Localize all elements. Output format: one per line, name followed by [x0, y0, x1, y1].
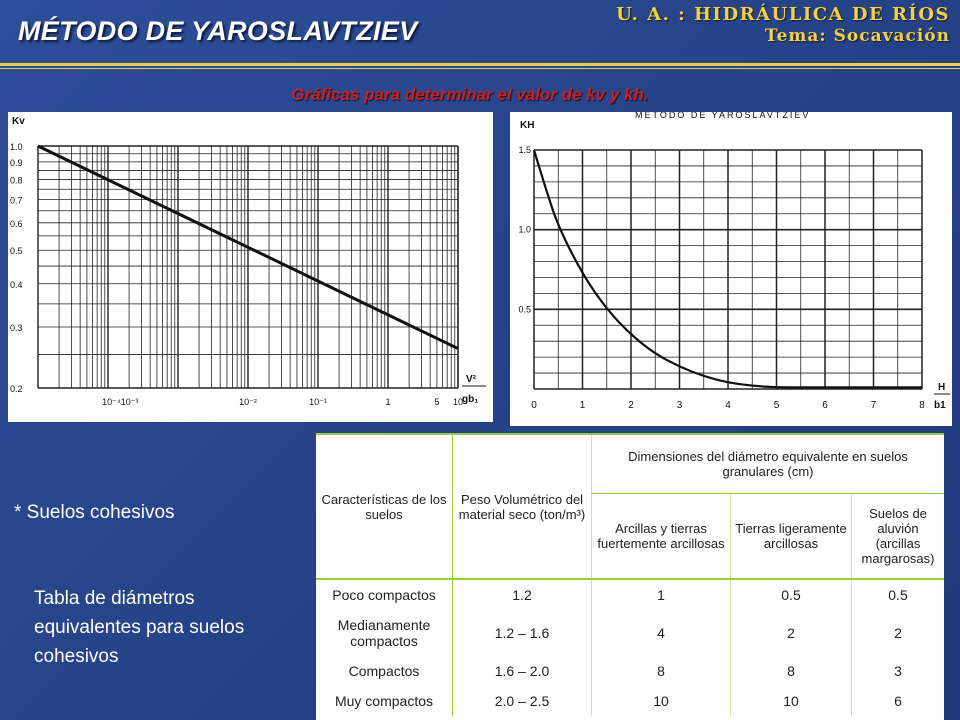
cell-slightly-clayey: 0.5: [731, 579, 852, 610]
cell-slightly-clayey: 8: [731, 656, 852, 686]
kv-x-tick: 10: [452, 397, 464, 407]
table-caption: Tabla de diámetros equivalentes para suelos cohesivos: [34, 588, 245, 667]
header-diameter-group: Dimensiones del diámetro equivalente en suelos granulares (cm): [592, 434, 945, 494]
cell-type: Poco compactos: [316, 579, 453, 610]
kh-x-label-bottom: b1: [934, 400, 946, 411]
kh-chart-panel: [510, 112, 952, 426]
kh-x-tick: 3: [676, 400, 683, 411]
course-name: U. A. : HIDRÁULICA DE RÍOS: [616, 4, 950, 25]
kv-y-tick: 0.6: [10, 218, 23, 229]
diameter-table: [316, 433, 944, 716]
kh-x-tick: 4: [725, 400, 731, 411]
kv-x-label-bottom: gb₁: [462, 394, 479, 405]
kv-x-tick: 10⁻¹: [309, 397, 327, 407]
kv-x-tick: 10⁻⁴10⁻³: [102, 397, 139, 407]
kv-y-tick: 1.0: [10, 142, 23, 152]
kv-x-label-top: V²: [466, 374, 476, 385]
table-row: [316, 656, 944, 686]
kv-y-tick: 0.8: [10, 175, 23, 186]
kh-x-tick: 8: [919, 400, 925, 411]
equivalent-diameter-table: [316, 433, 944, 720]
kh-x-tick: 0: [531, 400, 537, 411]
kv-x-tick: 1: [385, 397, 391, 407]
cell-weight: 1.2 – 1.6: [494, 625, 550, 641]
cell-clays: 10: [592, 686, 731, 716]
header-clays: Arcillas y tierras fuertemente arcillosas: [592, 494, 731, 580]
kh-x-tick: 1: [579, 400, 586, 411]
kh-y-tick: 1.0: [518, 224, 531, 235]
topic-name: Tema: Socavación: [764, 26, 950, 46]
cell-alluvial: 2: [852, 610, 945, 656]
header-characteristics: Características de los suelos: [316, 434, 453, 579]
kh-y-tick: 0.5: [518, 304, 531, 315]
kh-chart: [510, 112, 952, 426]
kv-y-tick: 0.4: [10, 279, 23, 290]
kv-y-tick: 0.9: [10, 157, 23, 168]
cell-weight: 2.0 – 2.5: [494, 693, 550, 709]
cell-clays: 8: [592, 656, 731, 686]
kv-y-tick: 0.5: [10, 246, 23, 257]
cell-type: Medianamente compactos: [316, 610, 453, 656]
cell-clays: 4: [592, 610, 731, 656]
cell-alluvial: 3: [852, 656, 945, 686]
kh-x-tick: 2: [628, 400, 634, 411]
cohesive-soils-note: * Suelos cohesivos: [14, 502, 175, 523]
slide-title: MÉTODO DE YAROSLAVTZIEV: [18, 16, 418, 46]
header-slightly-clayey: Tierras ligeramente arcillosas: [731, 494, 852, 580]
cell-type: Muy compactos: [316, 686, 453, 716]
table-row: [316, 686, 944, 716]
kv-y-tick: 0.7: [10, 195, 23, 206]
cell-alluvial: 0.5: [852, 579, 945, 610]
cell-alluvial: 6: [852, 686, 945, 716]
cell-weight: 1.6 – 2.0: [494, 663, 550, 679]
kv-y-tick: 0.3: [10, 323, 23, 334]
kv-chart-panel: [8, 112, 493, 422]
kv-x-tick: 5: [434, 397, 440, 407]
kv-chart: [8, 112, 493, 422]
cell-type: Compactos: [316, 656, 453, 686]
cell-slightly-clayey: 2: [731, 610, 852, 656]
header-weight: Peso Volumétrico del material seco (ton/m³): [453, 434, 592, 579]
table-row: [316, 610, 944, 656]
kh-x-tick: 6: [822, 400, 828, 411]
course-header: [616, 4, 950, 46]
charts-subtitle: Gráficas para determinar el valor de kv y kh.: [291, 85, 649, 104]
kh-y-tick: 1.5: [518, 145, 531, 155]
kh-faint-heading: METODO DE YAROSLAVTZIEV: [635, 112, 811, 120]
header-alluvial: Suelos de aluvión (arcillas margarosas): [852, 494, 945, 580]
kv-x-tick: 10⁻²: [239, 397, 257, 407]
cell-slightly-clayey: 10: [731, 686, 852, 716]
cell-clays: 1: [592, 579, 731, 610]
kv-y-label: Kv: [12, 116, 25, 127]
cell-weight: 1.2: [453, 579, 592, 610]
table-row: [316, 579, 944, 610]
header-divider: [0, 63, 960, 66]
kh-y-label: KH: [520, 120, 535, 131]
kh-x-label-top: H: [938, 382, 946, 393]
kh-x-tick: 7: [870, 400, 877, 411]
header-divider-thin: [0, 68, 960, 69]
kh-x-tick: 5: [773, 400, 780, 411]
kv-y-tick: 0.2: [10, 384, 23, 394]
